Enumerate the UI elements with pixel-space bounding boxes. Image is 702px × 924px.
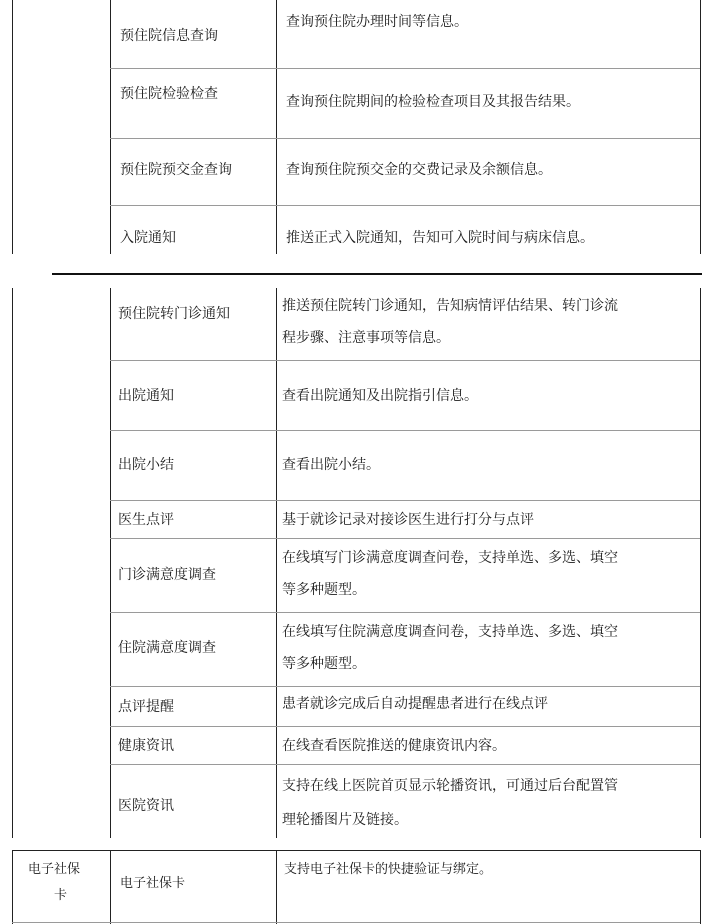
table-row-desc: 基于就诊记录对接诊医生进行打分与点评	[282, 512, 534, 528]
table-row-name: 出院通知	[118, 388, 174, 404]
table-row-desc: 程步骤、注意事项等信息。	[282, 330, 450, 346]
table-row-name: 预住院转门诊通知	[118, 306, 230, 322]
table-border-left	[12, 288, 13, 838]
table-row-desc: 推送正式入院通知，告知可入院时间与病床信息。	[286, 230, 594, 246]
table-row-name: 点评提醒	[118, 699, 174, 715]
table-row-desc: 在线查看医院推送的健康资讯内容。	[282, 738, 506, 754]
table-row-name: 医院资讯	[118, 798, 174, 814]
category-label: 电子社保	[28, 862, 81, 877]
row-divider	[110, 205, 700, 206]
row-divider	[110, 686, 700, 687]
row-divider	[110, 538, 700, 539]
table-border-bottom	[12, 922, 700, 923]
table-border-top	[12, 850, 700, 851]
table-border-col2	[276, 288, 277, 838]
table-row-desc: 在线填写门诊满意度调查问卷，支持单选、多选、填空	[282, 550, 618, 566]
table-row-desc: 支持在线上医院首页显示轮播资讯，可通过后台配置管	[282, 778, 618, 794]
row-divider	[110, 500, 700, 501]
table-row-desc: 查询预住院期间的检验检查项目及其报告结果。	[286, 94, 580, 110]
table-row-name: 入院通知	[120, 230, 176, 246]
table-row-name: 健康资讯	[118, 738, 174, 754]
table-row-name: 医生点评	[118, 512, 174, 528]
row-divider	[110, 68, 700, 69]
table-row-desc: 支持电子社保卡的快捷验证与绑定。	[284, 862, 493, 877]
table-row-desc: 查询预住院预交金的交费记录及余额信息。	[286, 162, 552, 178]
table-row-desc: 推送预住院转门诊通知，告知病情评估结果、转门诊流	[282, 298, 618, 314]
row-divider	[110, 138, 700, 139]
row-divider	[110, 764, 700, 765]
table-border-right	[700, 850, 701, 924]
table-row-name: 出院小结	[118, 457, 174, 473]
table-border-right	[700, 0, 701, 254]
table-row-desc: 查看出院小结。	[282, 457, 380, 473]
table-row-desc: 患者就诊完成后自动提醒患者进行在线点评	[282, 696, 548, 712]
category-label: 卡	[54, 888, 68, 903]
table-border-right	[700, 288, 701, 838]
table-row-name: 电子社保卡	[120, 876, 186, 891]
row-divider	[110, 360, 700, 361]
table-row-desc: 在线填写住院满意度调查问卷，支持单选、多选、填空	[282, 624, 618, 640]
table-row-name: 住院满意度调查	[118, 640, 216, 656]
table-border-left	[12, 0, 13, 254]
table-border-left	[12, 850, 13, 924]
table-row-name: 预住院信息查询	[120, 28, 218, 44]
table-row-desc: 等多种题型。	[282, 656, 366, 672]
table-border-col1	[110, 850, 111, 924]
table-row-name: 门诊满意度调查	[118, 567, 216, 583]
page-break-line	[52, 273, 702, 275]
row-divider	[110, 726, 700, 727]
row-divider	[110, 430, 700, 431]
table-border-col2	[276, 850, 277, 924]
table-row-desc: 查看出院通知及出院指引信息。	[282, 388, 478, 404]
table-row-name: 预住院检验检查	[120, 86, 218, 102]
table-row-desc: 查询预住院办理时间等信息。	[286, 14, 468, 30]
table-row-desc: 理轮播图片及链接。	[282, 812, 408, 828]
table-border-col2	[276, 0, 277, 254]
table-border-col1	[110, 0, 111, 254]
table-row-name: 预住院预交金查询	[120, 162, 232, 178]
table-border-col1	[110, 288, 111, 838]
table-row-desc: 等多种题型。	[282, 582, 366, 598]
row-divider	[110, 612, 700, 613]
